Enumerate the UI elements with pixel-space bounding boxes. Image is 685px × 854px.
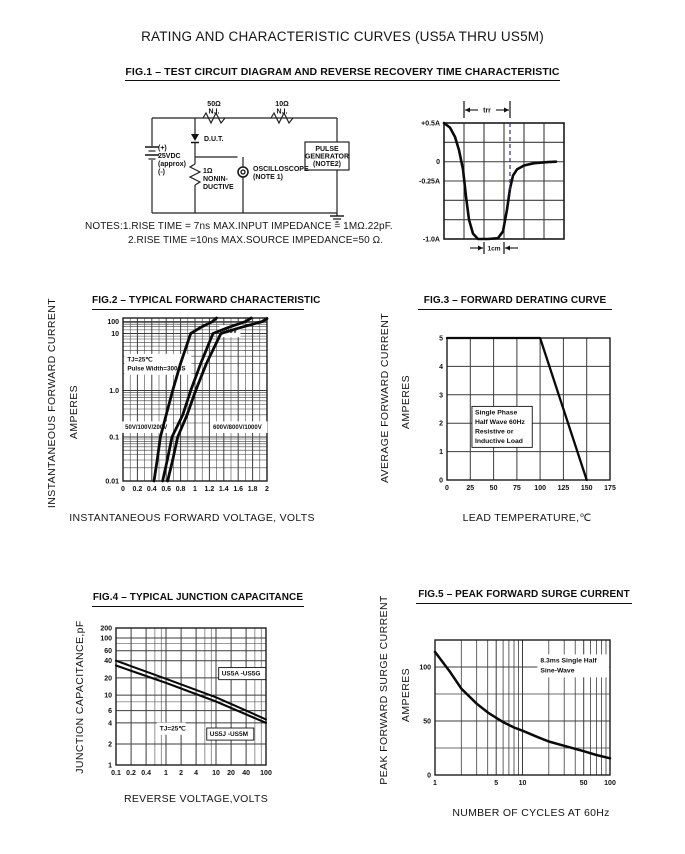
svg-text:0.1: 0.1 [111, 770, 121, 777]
svg-text:Half Wave 60Hz: Half Wave 60Hz [474, 419, 525, 427]
battery-minus-label: (-) [158, 169, 165, 176]
svg-text:1.0: 1.0 [109, 388, 119, 396]
fig5-x-axis-label: NUMBER OF CYCLES AT 60Hz [452, 807, 610, 819]
fig3-heading: FIG.3 – FORWARD DERATING CURVE [418, 295, 612, 310]
r3-line2-label: NONIN- [203, 176, 228, 183]
fig1-waveform-chart [410, 90, 655, 265]
svg-text:100: 100 [604, 780, 616, 787]
svg-text:200: 200 [100, 625, 112, 633]
resistor-1ohm-symbol [190, 164, 200, 185]
svg-text:Single Phase: Single Phase [474, 409, 518, 417]
svg-text:1cm: 1cm [487, 245, 501, 253]
svg-text:125: 125 [557, 485, 570, 492]
svg-text:2: 2 [108, 741, 112, 749]
svg-text:0.8: 0.8 [175, 486, 186, 493]
svg-text:8.3ms Single Half: 8.3ms Single Half [540, 657, 597, 665]
svg-text:US5A -US5G: US5A -US5G [221, 670, 261, 678]
svg-text:TJ=25℃: TJ=25℃ [127, 356, 153, 364]
svg-text:60: 60 [104, 648, 112, 656]
svg-text:1.8: 1.8 [247, 486, 258, 493]
svg-text:600V/800V/1000V: 600V/800V/1000V [213, 424, 262, 431]
svg-text:Sine-Wave: Sine-Wave [540, 667, 575, 675]
svg-text:100: 100 [260, 770, 272, 777]
svg-text:-0.25A: -0.25A [418, 178, 440, 186]
svg-text:20: 20 [227, 770, 235, 777]
fig2-heading: FIG.2 – TYPICAL FORWARD CHARACTERISTIC [92, 295, 304, 310]
svg-text:1: 1 [108, 762, 112, 770]
fig4-heading: FIG.4 – TYPICAL JUNCTION CAPACITANCE [92, 592, 304, 607]
svg-text:0: 0 [121, 486, 125, 493]
svg-text:100: 100 [534, 485, 546, 492]
fig1-circuit-diagram [95, 92, 395, 217]
fig4-x-axis-label: REVERSE VOLTAGE,VOLTS [123, 793, 269, 805]
svg-text:trr: trr [483, 107, 491, 115]
r3-line3-label: DUCTIVE [203, 184, 234, 191]
notes-line-2: 2.RISE TIME =10ns MAX.SOURCE IMPEDANCE=50 Ω. [128, 235, 384, 246]
svg-text:150: 150 [580, 485, 593, 492]
svg-text:1.6: 1.6 [233, 486, 244, 493]
oscilloscope-note-label: (NOTE 1) [253, 174, 283, 181]
svg-text:0.1: 0.1 [109, 434, 119, 442]
fig5-heading: FIG.5 – PEAK FORWARD SURGE CURRENT [416, 589, 632, 604]
svg-text:4: 4 [439, 363, 443, 371]
battery-plus-label: (+) [158, 145, 167, 152]
fig3-x-axis-label: LEAD TEMPERATURE,℃ [462, 512, 592, 524]
svg-text:0.2: 0.2 [126, 770, 136, 777]
r1-value-label: 50Ω [207, 101, 221, 108]
notes-line-1: NOTES:1.RISE TIME = 7ns MAX.INPUT IMPEDANCE = 1MΩ.22pF. [85, 221, 393, 232]
svg-text:0: 0 [445, 485, 449, 492]
fig1-heading-text: FIG.1 – TEST CIRCUIT DIAGRAM AND REVERSE RECOVERY TIME CHARACTERISTIC [125, 66, 559, 81]
fig3-y-axis-units: AMPERES [400, 374, 412, 430]
svg-text:0.4: 0.4 [141, 770, 151, 777]
svg-text:0.01: 0.01 [105, 478, 119, 486]
svg-text:50: 50 [579, 780, 588, 787]
svg-text:0.2: 0.2 [132, 486, 143, 493]
svg-text:50V/100V/200V: 50V/100V/200V [125, 424, 168, 431]
svg-text:20: 20 [104, 675, 112, 683]
svg-text:100: 100 [107, 319, 119, 327]
battery-voltage-label: 25VDC [158, 153, 181, 160]
svg-text:10: 10 [111, 330, 119, 338]
fig2-chart [40, 308, 320, 508]
r1-type-label: N.I. [208, 108, 220, 116]
fig5-y-axis-label: PEAK FORWARD SURGE CURRENT [378, 595, 390, 785]
svg-text:0.4: 0.4 [146, 486, 157, 493]
svg-text:50: 50 [423, 718, 431, 726]
oscilloscope-label: OSCILLOSCOPE [253, 166, 309, 173]
fig5-y-axis-units: AMPERES [400, 667, 412, 723]
battery-symbol [145, 147, 159, 159]
fig2-x-axis-label: INSTANTANEOUS FORWARD VOLTAGE, VOLTS [69, 512, 315, 524]
pulse-gen-label-1: PULSE [315, 146, 339, 153]
svg-text:10: 10 [212, 770, 220, 777]
r2-type-label: N.I. [276, 108, 288, 116]
dut-label: D.U.T. [204, 136, 224, 143]
svg-text:3: 3 [439, 392, 443, 400]
svg-text:6: 6 [108, 708, 112, 716]
svg-text:US5J -US5M: US5J -US5M [209, 731, 249, 739]
svg-text:0: 0 [439, 477, 443, 485]
svg-text:100: 100 [419, 664, 431, 672]
battery-approx-label: (approx) [158, 161, 186, 168]
svg-text:10: 10 [104, 692, 112, 700]
svg-text:1: 1 [439, 449, 443, 457]
svg-text:400V: 400V [222, 327, 238, 335]
svg-text:Pulse Width=300μS: Pulse Width=300μS [127, 365, 186, 373]
svg-text:5: 5 [494, 780, 499, 787]
svg-text:10: 10 [518, 780, 527, 787]
svg-text:75: 75 [512, 485, 521, 492]
fig1-heading [0, 66, 685, 81]
svg-text:2: 2 [439, 420, 443, 428]
oscilloscope-probe-icon [238, 167, 248, 177]
fig3-y-axis-label: AVERAGE FORWARD CURRENT [379, 312, 391, 484]
fig2-y-axis-units: AMPERES [68, 384, 80, 440]
svg-text:40: 40 [242, 770, 251, 777]
svg-text:+0.5A: +0.5A [421, 120, 440, 128]
svg-text:2: 2 [179, 770, 184, 777]
svg-text:2: 2 [265, 486, 269, 493]
svg-text:Resistive or: Resistive or [474, 428, 514, 436]
svg-text:5: 5 [439, 335, 443, 343]
svg-text:Inductive Load: Inductive Load [474, 438, 523, 446]
svg-text:-1.0A: -1.0A [422, 236, 440, 244]
diode-dut-symbol [191, 134, 199, 143]
fig2-y-axis-label: INSTANTANEOUS FORWARD CURRENT [46, 297, 58, 509]
fig4-y-axis-label: JUNCTION CAPACITANCE,pF [74, 620, 86, 774]
svg-text:0: 0 [436, 159, 440, 167]
r3-value-label: 1Ω [203, 168, 213, 175]
pulse-gen-label-2: GENERATOR [304, 153, 350, 161]
svg-text:1: 1 [193, 486, 197, 493]
svg-text:0.6: 0.6 [161, 486, 172, 493]
svg-text:TJ=25℃: TJ=25℃ [159, 725, 186, 733]
svg-text:4: 4 [108, 720, 112, 728]
svg-text:0: 0 [427, 772, 431, 780]
svg-text:1: 1 [433, 780, 437, 787]
r2-value-label: 10Ω [275, 101, 289, 108]
svg-text:50: 50 [489, 485, 498, 492]
svg-text:100: 100 [100, 635, 112, 643]
svg-text:1: 1 [164, 770, 168, 777]
svg-text:1.2: 1.2 [204, 486, 215, 493]
svg-text:175: 175 [604, 485, 616, 492]
svg-text:4: 4 [194, 770, 199, 777]
page-title: RATING AND CHARACTERISTIC CURVES (US5A THRU US5M) [141, 29, 544, 44]
svg-text:25: 25 [466, 485, 475, 492]
svg-text:1.4: 1.4 [218, 486, 229, 493]
svg-text:40: 40 [104, 658, 112, 666]
pulse-gen-label-3: (NOTE2) [313, 161, 341, 168]
